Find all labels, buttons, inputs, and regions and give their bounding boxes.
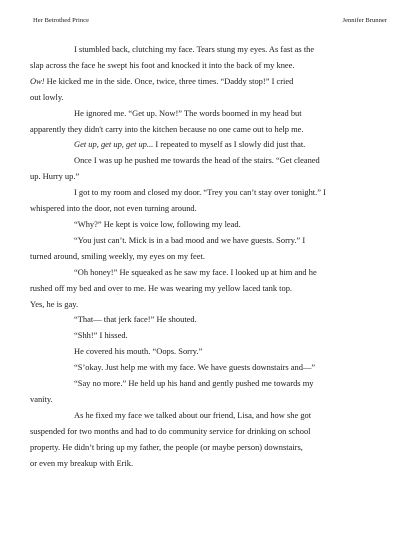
text-line: rushed off my bed and over to me. He was wearing my yellow laced tank top. bbox=[30, 282, 293, 293]
text-line: I got to my room and closed my door. “Trey you can’t stay over tonight.” I bbox=[74, 187, 326, 198]
text-line: “You just can’t. Mick is in a bad mood and we have guests. Sorry.” I bbox=[74, 234, 306, 245]
text-line: He ignored me. “Get up. Now!” The words boomed in my head but bbox=[74, 107, 302, 118]
text-line: He covered his mouth. “Oops. Sorry.” bbox=[74, 346, 203, 357]
text-line: suspended for two months and had to do community service for drinking on school bbox=[30, 425, 311, 436]
text-line: “That— that jerk face!” He shouted. bbox=[74, 314, 197, 325]
paragraph bbox=[30, 42, 375, 106]
text-line: or even my breakup with Erik. bbox=[30, 457, 134, 468]
paragraph bbox=[30, 233, 375, 265]
text-line: “S’okay. Just help me with my face. We have guests downstairs and—” bbox=[74, 362, 316, 373]
italic-text: Ow! bbox=[30, 75, 45, 86]
text-line: property. He didn’t bring up my father, the people (or maybe person) downstairs, bbox=[30, 441, 303, 452]
text-line: slap across the face he swept his foot and knocked it into the back of my knee. bbox=[30, 59, 295, 70]
story-text bbox=[30, 42, 375, 471]
text-line: apparently they didn't carry into the kitchen because no one came out to help me. bbox=[30, 123, 304, 134]
paragraph bbox=[30, 106, 375, 138]
paragraph bbox=[30, 265, 375, 313]
text-line: “Shh!” I hissed. bbox=[74, 330, 128, 341]
paragraph bbox=[30, 376, 375, 408]
paragraph bbox=[52, 312, 375, 328]
text-line: whispered into the door, not even turning around. bbox=[30, 203, 197, 214]
text-line: Get up, get up, get up... I repeated to myself as I slowly did just that. bbox=[74, 139, 306, 150]
text-line: “Why?” He kept is voice low, following my lead. bbox=[74, 218, 241, 229]
paragraph bbox=[52, 217, 375, 233]
header-book-title: Her Betrothed Prince bbox=[33, 17, 90, 24]
text-line: “Oh honey!” He squeaked as he saw my face. I looked up at him and he bbox=[74, 266, 317, 277]
text-line: turned around, smiling weekly, my eyes on my feet. bbox=[30, 250, 205, 261]
text-line: Ow! He kicked me in the side. Once, twice, three times. “Daddy stop!” I cried bbox=[30, 75, 294, 86]
italic-text: Get up, get up, get up... bbox=[74, 139, 154, 150]
header-author-name: Jennifer Brunner bbox=[342, 17, 387, 24]
text-line: Yes, he is gay. bbox=[30, 298, 79, 309]
paragraph bbox=[30, 408, 375, 472]
paragraph bbox=[30, 153, 375, 185]
paragraph bbox=[52, 328, 375, 344]
paragraph bbox=[30, 185, 375, 217]
text-line: up. Hurry up.” bbox=[30, 171, 80, 182]
text-line: “Say no more.” He held up his hand and gently pushed me towards my bbox=[74, 378, 314, 389]
paragraph bbox=[52, 360, 375, 376]
text-line: vanity. bbox=[30, 393, 53, 404]
running-header bbox=[33, 17, 387, 25]
text-line: I stumbled back, clutching my face. Tears stung my eyes. As fast as the bbox=[74, 44, 315, 54]
paragraph bbox=[52, 344, 375, 360]
text-line: Once I was up he pushed me towards the head of the stairs. “Get cleaned bbox=[74, 155, 320, 166]
text-line: out lowly. bbox=[30, 91, 64, 102]
paragraph bbox=[52, 137, 375, 153]
text-line: As he fixed my face we talked about our friend, Lisa, and how she got bbox=[74, 409, 312, 420]
